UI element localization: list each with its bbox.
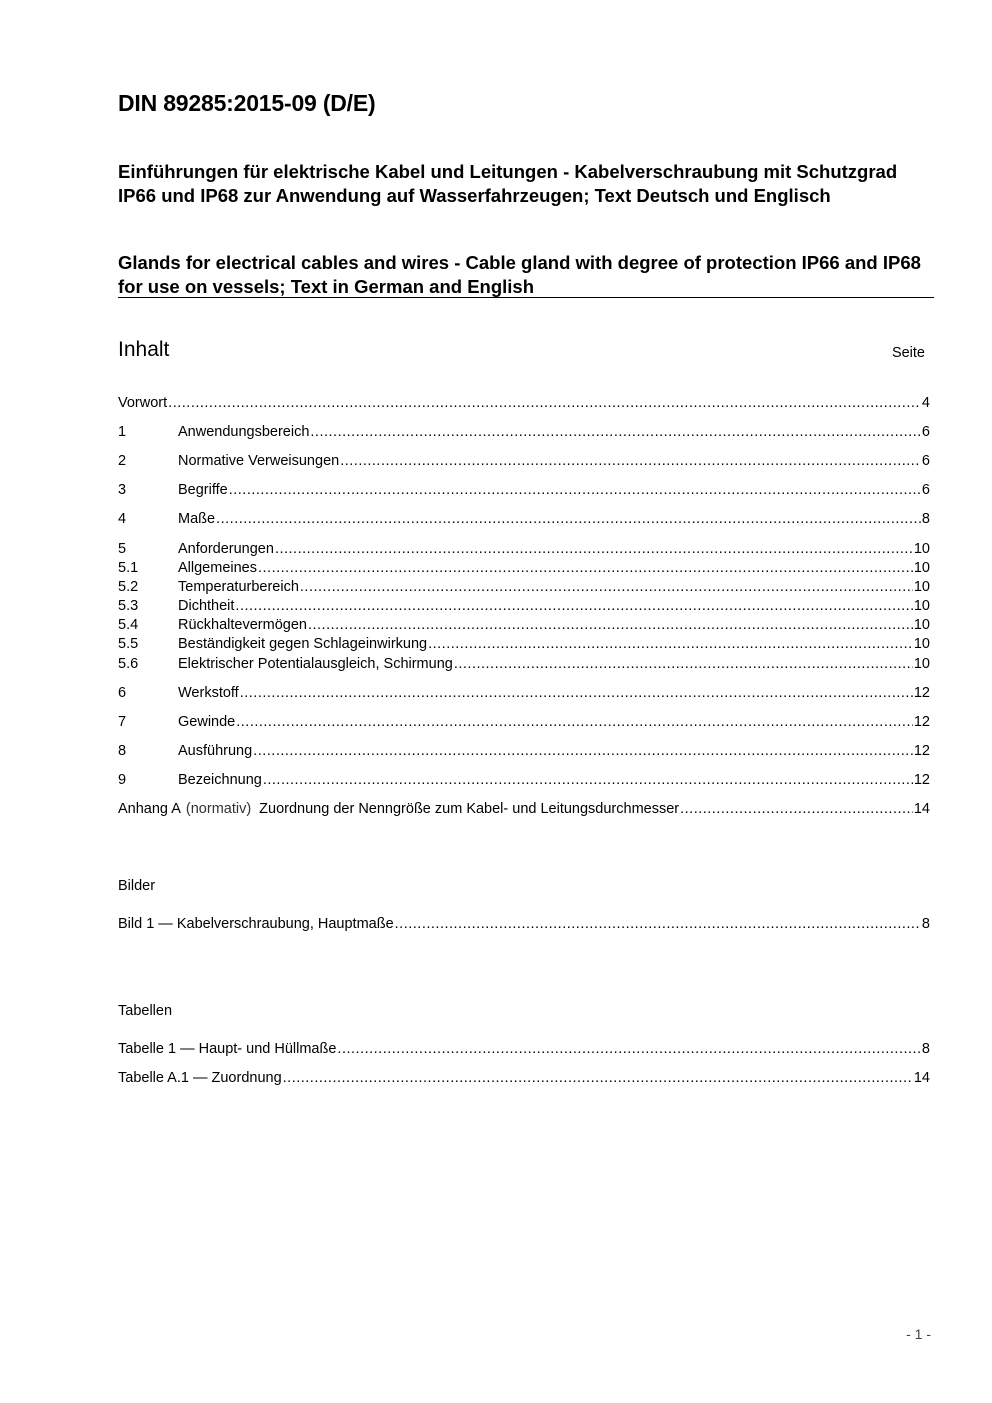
toc-entry-4[interactable] — [118, 511, 930, 529]
toc-entry-5-3[interactable] — [118, 598, 930, 616]
toc-leader — [263, 772, 913, 788]
toc-entry-text: Anwendungsbereich — [178, 424, 310, 440]
figure-entry-page: 8 — [921, 916, 930, 932]
toc-entry-text: Rückhaltevermögen — [178, 617, 307, 633]
toc-leader — [168, 395, 921, 411]
table-entry-page: 8 — [921, 1041, 930, 1057]
toc-entry-number: 9 — [118, 772, 127, 788]
document-id: DIN 89285:2015-09 (D/E) — [118, 90, 376, 116]
toc-entry-8[interactable] — [118, 743, 930, 761]
table-entry-1[interactable] — [118, 1041, 930, 1059]
toc-entry-text: Beständigkeit gegen Schlageinwirkung — [178, 636, 428, 652]
toc-entry-number: 2 — [118, 453, 127, 469]
toc-entry-2[interactable] — [118, 453, 930, 471]
toc-leader — [340, 453, 921, 469]
toc-entry-page: 10 — [913, 579, 930, 595]
toc-entry-number: 4 — [118, 511, 127, 527]
toc-entry-page: 6 — [921, 482, 930, 498]
toc-entry-5-1[interactable] — [118, 560, 930, 578]
toc-entry-page: 12 — [913, 743, 930, 759]
toc-entry-page: 10 — [913, 598, 930, 614]
title-german: Einführungen für elektrische Kabel und Leitungen - Kabelverschraubung mit Schutzgrad IP66 und IP68 zur Anwendung auf Wasserfahrzeugen; Text Deutsch und Englisch — [118, 161, 898, 206]
toc-leader — [229, 482, 921, 498]
toc-leader — [216, 511, 921, 527]
toc-entry-text: Bezeichnung — [178, 772, 262, 788]
toc-entry-5-5[interactable] — [118, 636, 930, 654]
toc-entry-page: 10 — [913, 656, 930, 672]
toc-leader — [275, 541, 913, 557]
toc-entry-page: 4 — [921, 395, 930, 411]
toc-entry-vorwort[interactable] — [118, 395, 930, 413]
toc-entry-number: 3 — [118, 482, 127, 498]
toc-entry-text: Begriffe — [178, 482, 228, 498]
toc-entry-number: 5.1 — [118, 560, 139, 576]
toc-leader — [253, 743, 913, 759]
toc-heading: Inhalt — [118, 338, 170, 361]
table-entry-a1[interactable] — [118, 1070, 930, 1088]
title-divider — [118, 297, 934, 298]
toc-entry-annex-a[interactable] — [118, 801, 930, 819]
toc-entry-text: Werkstoff — [178, 685, 239, 701]
toc-entry-page: 10 — [913, 617, 930, 633]
toc-leader — [235, 598, 912, 614]
toc-entry-text: Allgemeines — [178, 560, 257, 576]
toc-entry-9[interactable] — [118, 772, 930, 790]
toc-entry-1[interactable] — [118, 424, 930, 442]
toc-leader — [300, 579, 913, 595]
toc-entry-number: 7 — [118, 714, 127, 730]
toc-leader — [308, 617, 913, 633]
table-entry-text: Tabelle A.1 — Zuordnung — [118, 1070, 282, 1086]
figure-entry-1[interactable] — [118, 916, 930, 934]
toc-entry-number: 5 — [118, 541, 127, 557]
toc-leader — [428, 636, 913, 652]
toc-entry-page: 10 — [913, 541, 930, 557]
toc-entry-number: 5.5 — [118, 636, 139, 652]
toc-entry-text: Gewinde — [178, 714, 236, 730]
toc-entry-number: 8 — [118, 743, 127, 759]
tables-heading: Tabellen — [118, 1003, 173, 1019]
toc-leader — [240, 685, 913, 701]
toc-entry-3[interactable] — [118, 482, 930, 500]
toc-entry-number: 1 — [118, 424, 127, 440]
toc-entry-number: 6 — [118, 685, 127, 701]
toc-entry-page: 8 — [921, 511, 930, 527]
toc-entry-page: 6 — [921, 453, 930, 469]
toc-entry-text: Dichtheit — [178, 598, 235, 614]
toc-entry-number: 5.4 — [118, 617, 139, 633]
toc-entry-page: 12 — [913, 685, 930, 701]
toc-entry-text: Anforderungen — [178, 541, 274, 557]
toc-entry-number: 5.3 — [118, 598, 139, 614]
title-english: Glands for electrical cables and wires - Cable gland with degree of protection IP66 and IP68 for use on vessels; Text in German and English — [118, 252, 921, 297]
figure-entry-text: Bild 1 — Kabelverschraubung, Hauptmaße — [118, 916, 394, 932]
toc-entry-5-6[interactable] — [118, 656, 930, 674]
toc-entry-text: Zuordnung der Nenngröße zum Kabel- und Leitungsdurchmesser — [259, 801, 680, 817]
toc-entry-page: 12 — [913, 772, 930, 788]
toc-entry-page: 14 — [913, 801, 930, 817]
toc-entry-5[interactable] — [118, 541, 930, 559]
toc-entry-text: Normative Verweisungen — [178, 453, 340, 469]
toc-entry-text: Maße — [178, 511, 216, 527]
toc-leader — [236, 714, 913, 730]
toc-page-column-label: Seite — [891, 345, 925, 361]
toc-annex-qualifier: (normativ) — [185, 801, 252, 817]
toc-leader — [258, 560, 913, 576]
table-entry-text: Tabelle 1 — Haupt- und Hüllmaße — [118, 1041, 337, 1057]
toc-entry-text: Ausführung — [178, 743, 253, 759]
toc-leader — [680, 801, 913, 817]
toc-entry-page: 10 — [913, 560, 930, 576]
toc-entry-page: 6 — [921, 424, 930, 440]
toc-entry-number: 5.2 — [118, 579, 139, 595]
toc-leader — [310, 424, 921, 440]
page-number: - 1 - — [906, 1326, 931, 1342]
toc-leader — [454, 656, 913, 672]
toc-entry-6[interactable] — [118, 685, 930, 703]
toc-entry-text: Vorwort — [118, 395, 168, 411]
toc-entry-5-4[interactable] — [118, 617, 930, 635]
figures-heading: Bilder — [118, 878, 156, 894]
toc-leader — [283, 1070, 913, 1086]
toc-leader — [337, 1041, 921, 1057]
toc-entry-page: 12 — [913, 714, 930, 730]
toc-annex-prefix: Anhang A — [118, 801, 181, 817]
toc-entry-5-2[interactable] — [118, 579, 930, 597]
table-entry-page: 14 — [913, 1070, 930, 1086]
toc-entry-7[interactable] — [118, 714, 930, 732]
toc-entry-text: Temperaturbereich — [178, 579, 299, 595]
toc-entry-number: 5.6 — [118, 656, 139, 672]
toc-entry-page: 10 — [913, 636, 930, 652]
toc-leader — [395, 916, 921, 932]
toc-entry-text: Elektrischer Potentialausgleich, Schirmung — [178, 656, 453, 672]
